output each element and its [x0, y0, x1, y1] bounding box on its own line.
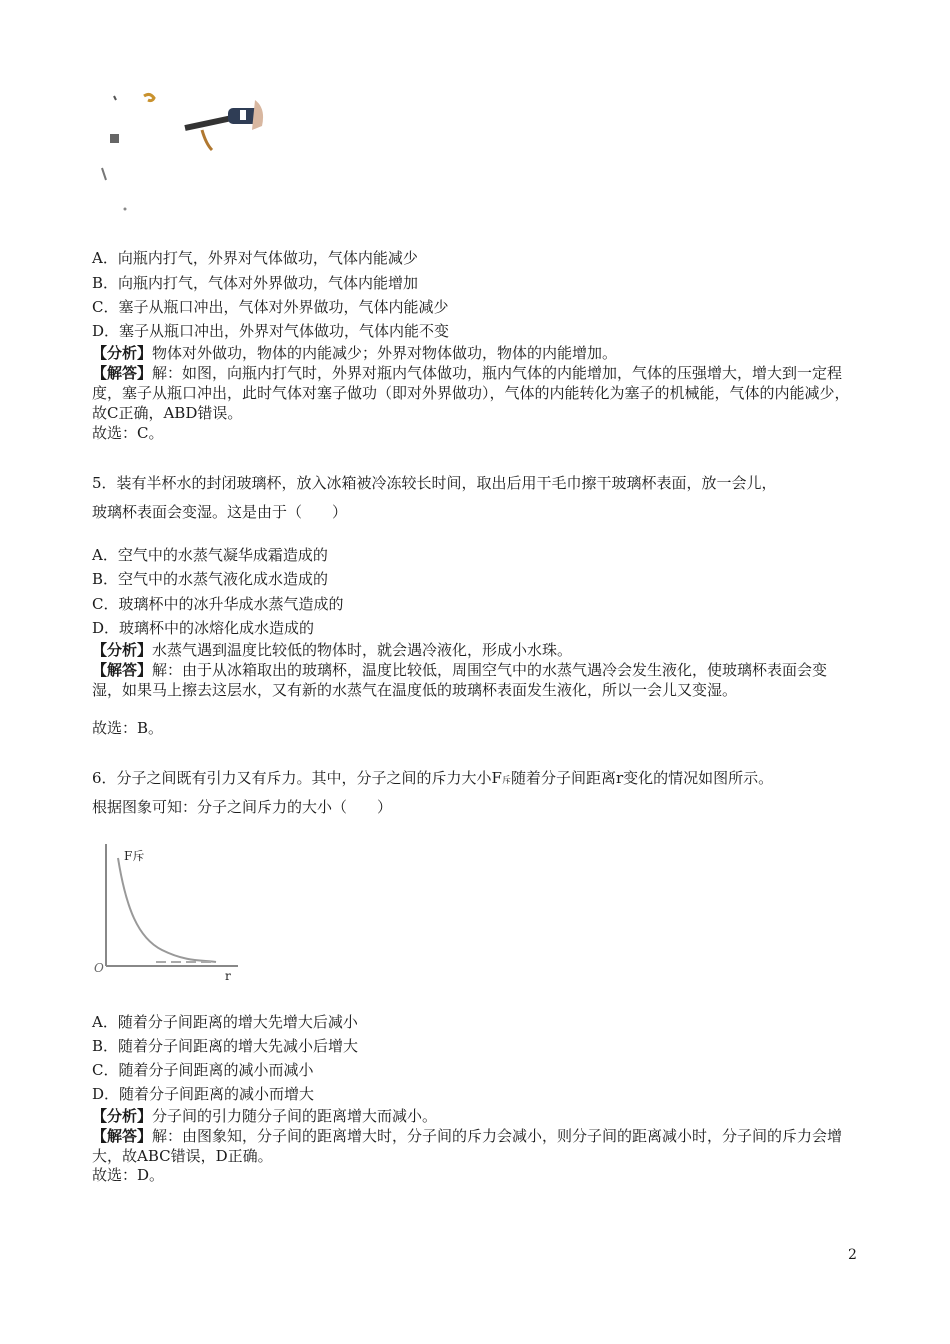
q5-solution-text: 解：由于从冰箱取出的玻璃杯，温度比较低，周围空气中的水蒸气遇冷会发生液化，使玻璃杯表面会变湿，如果马上擦去这层水，又有新的水蒸气在温度低的玻璃杯表面发生液化，所以一会儿又变湿。 — [92, 661, 828, 699]
q6-analysis — [92, 1106, 852, 1126]
q5-option-a: A．空气中的水蒸气凝华成霜造成的 — [92, 546, 328, 564]
q5-solution — [92, 660, 852, 700]
q4-solution-label: 【解答】 — [92, 364, 153, 382]
q4-option-d: D．塞子从瓶口冲出，外界对气体做功，气体内能不变 — [92, 322, 450, 340]
bottle-edge — [102, 168, 106, 180]
q4-analysis-label: 【分析】 — [92, 344, 153, 362]
q5-option-b: B．空气中的水蒸气液化成水造成的 — [92, 570, 329, 588]
q4-solution — [92, 363, 852, 423]
q6-solution — [92, 1126, 852, 1166]
force-distance-graph — [92, 838, 242, 983]
origin-label: O — [94, 961, 104, 975]
q4-option-b: B．向瓶内打气，气体对外界做功，气体内能增加 — [92, 274, 419, 292]
q5-analysis — [92, 640, 852, 660]
q6-stem-line1-a: 6．分子之间既有引力又有斥力。其中，分子之间的斥力大小F — [92, 769, 502, 787]
pump-label — [240, 110, 246, 120]
q6-analysis-label: 【分析】 — [92, 1107, 153, 1125]
q4-analysis — [92, 343, 852, 363]
spark-mark — [114, 96, 116, 100]
q5-analysis-text: 水蒸气遇到温度比较低的物体时，就会遇冷液化，形成小水珠。 — [152, 641, 573, 659]
q6-analysis-text: 分子间的引力随分子间的距离增大而减小。 — [152, 1107, 438, 1125]
q5-analysis-label: 【分析】 — [92, 641, 153, 659]
q5-solution-label: 【解答】 — [92, 661, 153, 679]
repulsion-curve — [118, 858, 216, 962]
hose-icon — [202, 130, 212, 150]
q4-solution-text: 解：如图，向瓶内打气时，外界对瓶内气体做功，瓶内气体的内能增加，气体的压强增大，增大到一定程度，塞子从瓶口冲出，此时气体对塞子做功（即对外界做功），气体的内能转化为塞子的机械能，气体的内能减少，故C正确，ABD错误。 — [92, 364, 850, 422]
page-number: 2 — [848, 1247, 857, 1263]
q6-stem-line2: 根据图象可知：分子之间斥力的大小（ ） — [92, 798, 393, 816]
q5-option-d: D．玻璃杯中的冰熔化成水造成的 — [92, 619, 315, 637]
q6-option-c: C．随着分子间距离的减小而减小 — [92, 1061, 314, 1079]
q6-option-b: B．随着分子间距离的增大先减小后增大 — [92, 1037, 359, 1055]
q4-option-c: C．塞子从瓶口冲出，气体对外界做功，气体内能减少 — [92, 298, 449, 316]
q6-stem-subscript: 斥 — [501, 776, 511, 786]
q6-answer: 故选：D。 — [92, 1166, 165, 1184]
q5-stem-line2: 玻璃杯表面会变湿。这是由于（ ） — [92, 503, 348, 521]
y-axis-label: F斥 — [124, 849, 145, 863]
q6-option-d: D．随着分子间距离的减小而增大 — [92, 1085, 315, 1103]
q6-solution-text: 解：由图象知，分子间的距离增大时，分子间的斥力会减小，则分子间的距离减小时，分子间的斥力会增大，故ABC错误，D正确。 — [92, 1127, 843, 1165]
q5-stem-line1: 5．装有半杯水的封闭玻璃杯，放入冰箱被冷冻较长时间，取出后用干毛巾擦干玻璃杯表面，放一会儿， — [92, 474, 777, 492]
pump-bottle-figure — [92, 86, 267, 216]
q6-stem-line1-b: 随着分子间距离r变化的情况如图所示。 — [510, 769, 774, 787]
q4-analysis-text: 物体对外做功，物体的内能减少；外界对物体做功，物体的内能增加。 — [152, 344, 618, 362]
cork-icon — [144, 94, 154, 100]
hand-shape — [252, 100, 263, 130]
q6-solution-label: 【解答】 — [92, 1127, 153, 1145]
q6-option-a: A．随着分子间距离的增大先增大后减小 — [92, 1013, 358, 1031]
q6-stem-line1 — [92, 768, 773, 791]
q4-answer: 故选：C。 — [92, 424, 164, 442]
q5-answer: 故选：B。 — [92, 719, 164, 737]
bottle-base-mark — [124, 208, 127, 211]
x-axis-label: r — [225, 969, 231, 983]
pump-barrel — [185, 118, 232, 128]
q4-option-a: A．向瓶内打气，外界对气体做功，气体内能减少 — [92, 249, 418, 267]
q5-option-c: C．玻璃杯中的冰升华成水蒸气造成的 — [92, 595, 344, 613]
bottle-mouth — [110, 134, 119, 143]
